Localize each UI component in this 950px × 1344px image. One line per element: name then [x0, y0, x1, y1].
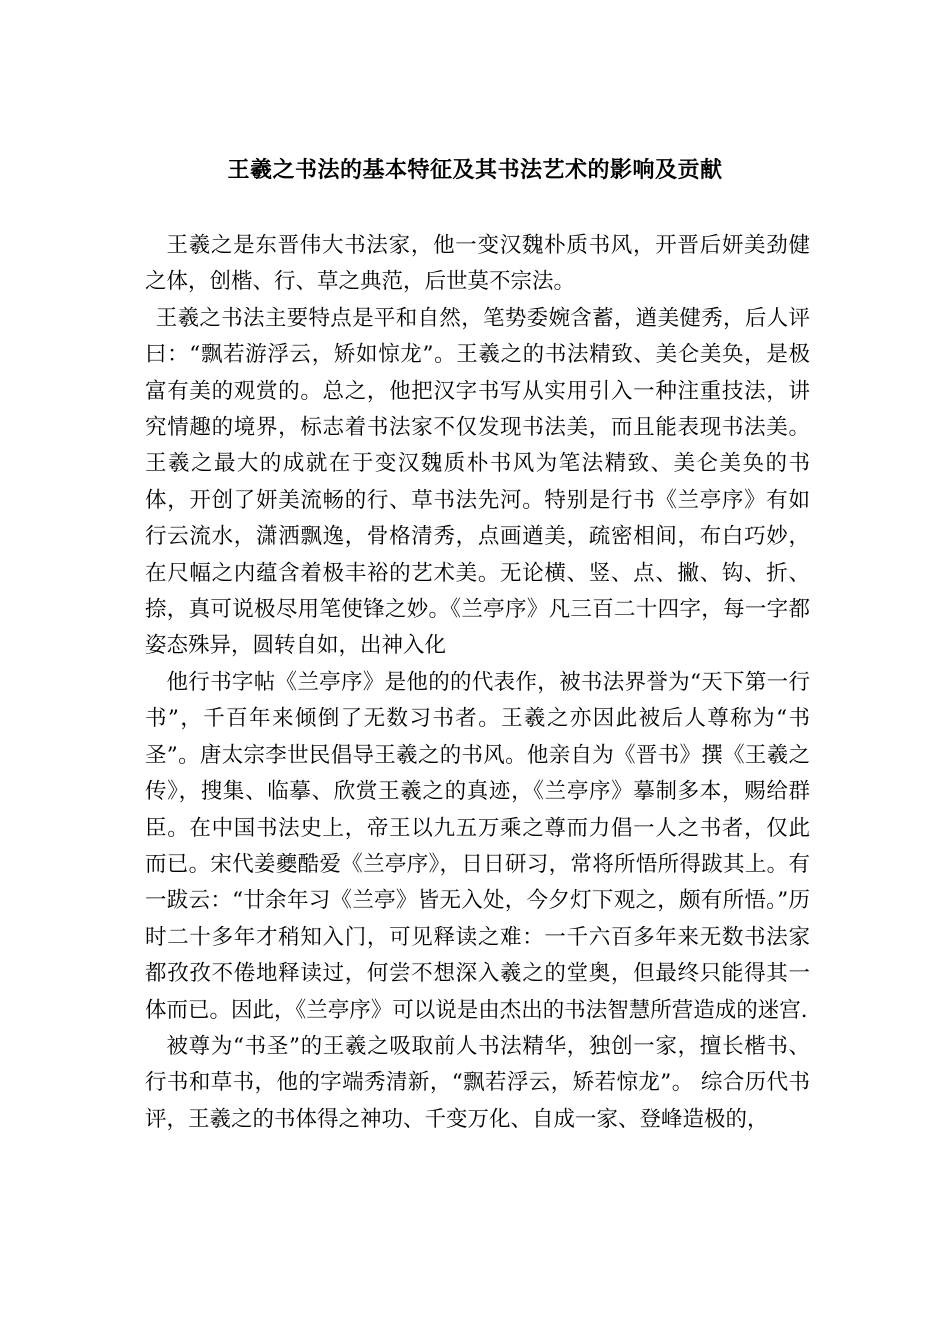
document-title: 王羲之书法的基本特征及其书法艺术的影响及贡献 — [227, 158, 723, 183]
paragraph-2: 王羲之书法主要特点是平和自然，笔势委婉含蓄，遒美健秀，后人评曰：“飘若游浮云，矫如惊龙”。王羲之的书法精致、美仑美奂，是极富有美的观赏的。总之，他把汉字书写从实用引入一种注重技法，讲究情趣的境界，标志着书法家不仅发现书法美，而且能表现书法美。王羲之最大的成就在于变汉魏质朴书风为笔法精致、美仑美奂的书体，开创了妍美流畅的行、草书法先河。特别是行书《兰亭序》有如行云流水，潇洒飘逸，骨格清秀，点画遒美，疏密相间，布白巧妙，在尺幅之内蕴含着极丰裕的艺术美。无论横、竖、点、撇、钩、折、捺，真可说极尽用笔使锋之妙。《兰亭序》凡三百二十四字，每一字都姿态殊异，圆转自如，出神入化 — [145, 305, 810, 659]
document-body — [145, 228, 810, 1138]
paragraph-4: 被尊为“书圣”的王羲之吸取前人书法精华，独创一家，擅长楷书、行书和草书，他的字端秀清新，“飘若浮云，矫若惊龙”。 综合历代书评，王羲之的书体得之神功、千变万化、自成一家、登峰造极的， — [145, 1033, 810, 1132]
paragraph-1: 王羲之是东晋伟大书法家，他一变汉魏朴质书风，开晋后妍美劲健之体，创楷、行、草之典范，后世莫不宗法。 — [145, 233, 810, 295]
paragraph-3: 他行书字帖《兰亭序》是他的的代表作，被书法界誉为“天下第一行书”，千百年来倾倒了无数习书者。王羲之亦因此被后人尊称为“书圣”。唐太宗李世民倡导王羲之的书风。他亲自为《晋书》撰《王羲之传》，搜集、临摹、欣赏王羲之的真迹，《兰亭序》摹制多本，赐给群臣。在中国书法史上，帝王以九五万乘之尊而力倡一人之书者，仅此而已。宋代姜夔酷爱《兰亭序》，日日研习，常将所悟所得跋其上。有一跋云：“廿余年习《兰亭》皆无入处，今夕灯下观之，颇有所悟。”历时二十多年才稍知入门，可见释读之难：一千六百多年来无数书法家都孜孜不倦地释读过，何尝不想深入羲之的堂奥，但最终只能得其一体而已。因此，《兰亭序》可以说是由杰出的书法智慧所营造成的迷宫. — [145, 669, 810, 1023]
